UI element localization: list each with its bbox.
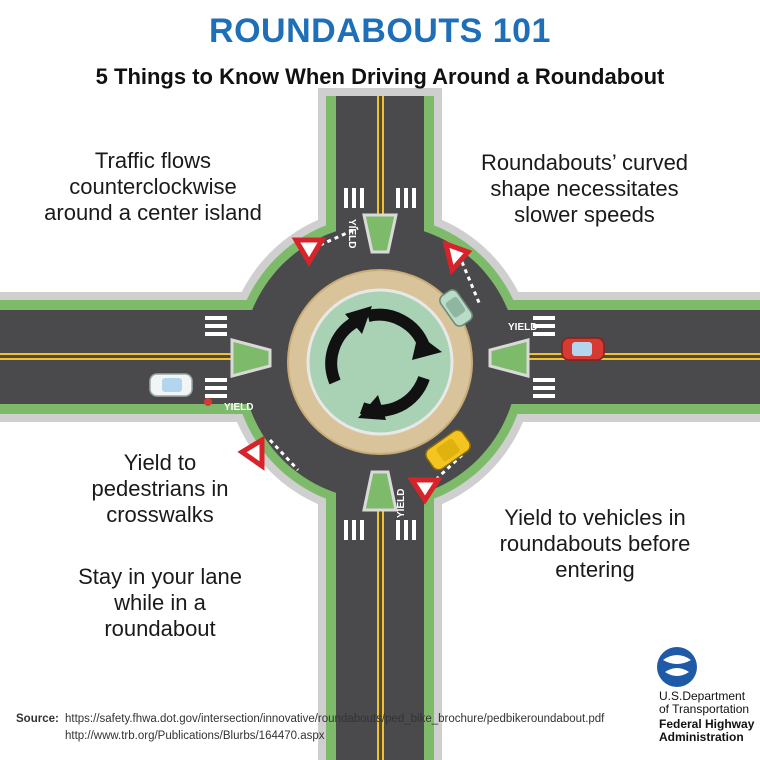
tip-line: crosswalks xyxy=(106,502,214,527)
yield-road-text-north: YIELD xyxy=(346,219,357,249)
tip-line: Traffic flows xyxy=(94,148,212,173)
tip-yield-pedestrians xyxy=(50,450,270,528)
tip-line: Yield to xyxy=(123,450,197,475)
tip-line: shape necessitates xyxy=(490,176,679,201)
source-link-fhwa[interactable]: https://safety.fhwa.dot.gov/intersection/innovative/roundabouts/ped_bike_brochure/pedbikeroundabout.pdf xyxy=(65,713,605,725)
tip-line: entering xyxy=(555,557,635,582)
tip-yield-vehicles xyxy=(470,505,720,583)
tip-line: around a center island xyxy=(44,200,262,225)
tip-line: roundabouts before xyxy=(499,531,691,556)
source-label: Source: xyxy=(16,713,59,725)
tip-line: Stay in your lane xyxy=(78,564,242,589)
yield-road-text-east: YIELD xyxy=(508,322,538,333)
agency-name-line: Administration xyxy=(659,730,744,744)
tip-line: while in a xyxy=(114,590,206,615)
agency-name-line: Federal Highway xyxy=(659,717,755,731)
tip-line: counterclockwise xyxy=(69,174,237,199)
agency-name-line: U.S.Department xyxy=(659,689,746,703)
car-white-icon xyxy=(150,374,192,396)
source-link-trb[interactable]: http://www.trb.org/Publications/Blurbs/164470.aspx xyxy=(65,730,325,742)
tip-counterclockwise xyxy=(28,148,278,226)
usdot-logo-icon xyxy=(657,647,697,687)
tip-line: Roundabouts’ curved xyxy=(480,150,689,175)
yield-road-text-west: YIELD xyxy=(224,402,254,413)
bicycle-icon xyxy=(204,398,212,406)
tip-line: pedestrians in xyxy=(91,476,229,501)
agency-name-line: of Transportation xyxy=(659,702,750,716)
page-title: ROUNDABOUTS 101 xyxy=(209,12,551,50)
tip-curved-shape xyxy=(452,150,717,228)
tip-line: roundabout xyxy=(104,616,216,641)
tip-stay-in-lane xyxy=(50,564,270,642)
tip-line: Yield to vehicles in xyxy=(504,505,686,530)
tip-line: slower speeds xyxy=(514,202,655,227)
page-subtitle: 5 Things to Know When Driving Around a Roundabout xyxy=(95,64,665,89)
yield-road-text-south: YIELD xyxy=(396,488,407,518)
car-red-icon xyxy=(562,338,604,360)
